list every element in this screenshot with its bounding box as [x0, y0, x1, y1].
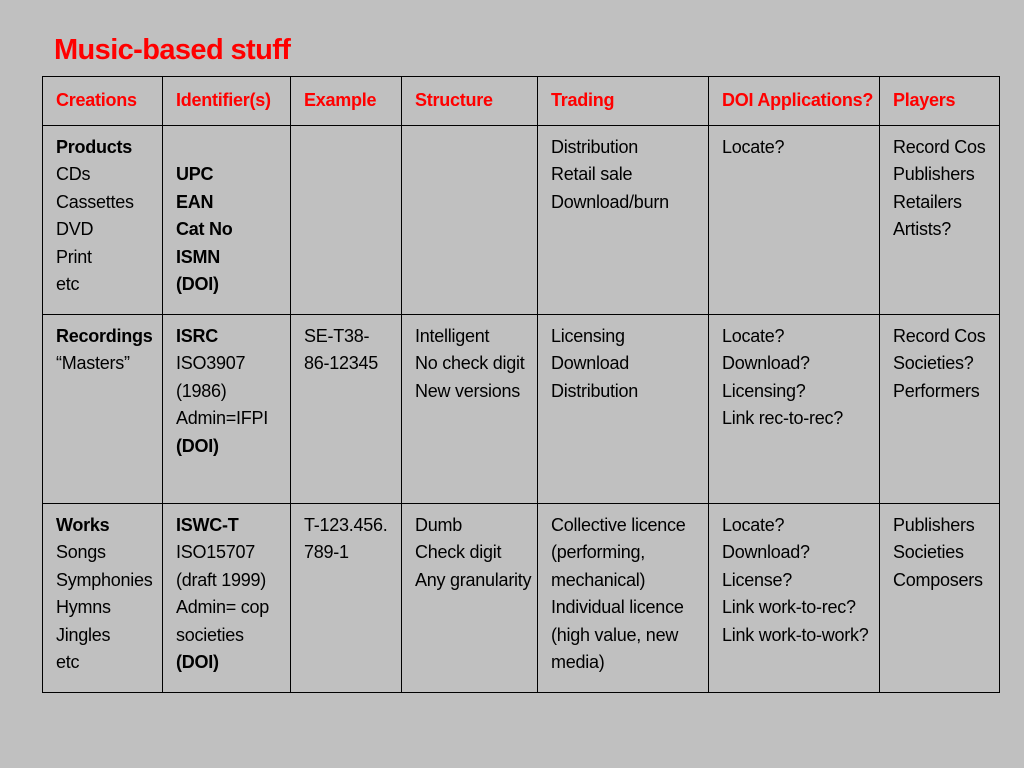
player-item: Retailers [893, 191, 962, 212]
creation-item: CDs [56, 164, 91, 185]
player-item: Record Cos [893, 137, 986, 157]
player-item: Performers [893, 380, 980, 401]
example-cell [291, 504, 402, 693]
identifier-item: UPC [176, 164, 214, 185]
doi-applications-cell [709, 315, 880, 504]
header-structure: Structure [402, 77, 538, 126]
identifier-item: ISMN [176, 246, 220, 267]
identifier-item: ISO3907 [176, 353, 246, 374]
doi-item: Link rec-to-rec? [722, 408, 844, 429]
doi-item: Locate? [722, 515, 785, 535]
trading-item: Distribution [551, 380, 639, 401]
players-cell [880, 504, 1000, 693]
player-item: Societies? [893, 353, 974, 374]
players-cell [880, 126, 1000, 315]
player-item: Publishers [893, 164, 975, 185]
structure-item: Intelligent [415, 326, 490, 346]
creation-item: Symphonies [56, 569, 153, 590]
identifier-tail: (DOI) [176, 652, 219, 673]
table-row [43, 126, 1000, 315]
trading-item: (performing, [551, 542, 646, 563]
structure-item: Any granularity [415, 569, 532, 590]
doi-item: Locate? [722, 326, 785, 346]
identifier-item: (1986) [176, 380, 227, 401]
example-line: 789-1 [304, 542, 349, 563]
identifier-item: (draft 1999) [176, 569, 267, 590]
doi-item: Licensing? [722, 380, 806, 401]
creation-heading: Works [56, 515, 110, 535]
identifiers-cell [163, 315, 291, 504]
trading-cell [538, 126, 709, 315]
structure-item: New versions [415, 380, 521, 401]
trading-item: mechanical) [551, 569, 646, 590]
creations-cell [43, 315, 163, 504]
slide-title: Music-based stuff [54, 34, 291, 66]
header-identifiers: Identifier(s) [163, 77, 291, 126]
table-row [43, 315, 1000, 504]
trading-item: Collective licence [551, 515, 686, 535]
trading-cell [538, 315, 709, 504]
trading-item: Download [551, 353, 630, 374]
example-line: 86-12345 [304, 353, 379, 374]
creation-item: etc [56, 652, 80, 673]
example-cell [291, 315, 402, 504]
doi-item: Download? [722, 353, 810, 374]
doi-applications-cell [709, 504, 880, 693]
identifier-item: Admin=IFPI [176, 408, 269, 429]
identifier-item: Cat No [176, 219, 233, 240]
trading-item: Retail sale [551, 164, 633, 185]
trading-cell [538, 504, 709, 693]
creation-heading: Products [56, 137, 133, 157]
player-item: Publishers [893, 515, 975, 535]
identifier-head: ISRC [176, 326, 219, 346]
structure-cell [402, 315, 538, 504]
player-item: Record Cos [893, 326, 986, 346]
trading-item: Distribution [551, 137, 639, 157]
doi-applications-cell [709, 126, 880, 315]
doi-item: License? [722, 569, 793, 590]
identifiers-cell [163, 504, 291, 693]
creations-cell [43, 126, 163, 315]
creation-item: DVD [56, 219, 94, 240]
example-line: SE-T38- [304, 326, 370, 346]
identifier-item: Admin= cop [176, 597, 270, 618]
creation-item: Jingles [56, 624, 111, 645]
trading-item: Individual licence [551, 597, 684, 618]
identifier-item: ISO15707 [176, 542, 256, 563]
creation-heading: Recordings [56, 326, 153, 346]
structure-cell [402, 504, 538, 693]
player-item: Composers [893, 569, 983, 590]
creation-item: Print [56, 246, 92, 267]
table-row [43, 504, 1000, 693]
header-players: Players [880, 77, 1000, 126]
players-cell [880, 315, 1000, 504]
doi-item: Link work-to-work? [722, 624, 869, 645]
creation-item: Hymns [56, 597, 111, 618]
identifiers-cell [163, 126, 291, 315]
doi-item: Locate? [722, 137, 785, 157]
header-creations: Creations [43, 77, 163, 126]
doi-item: Link work-to-rec? [722, 597, 856, 618]
identifier-tail: (DOI) [176, 435, 219, 456]
example-cell [291, 126, 402, 315]
creation-item: etc [56, 274, 80, 295]
player-item: Artists? [893, 219, 952, 240]
structure-item: Dumb [415, 515, 463, 535]
creation-item: “Masters” [56, 353, 130, 374]
music-identifiers-table [42, 76, 1000, 693]
header-trading: Trading [538, 77, 709, 126]
example-line: T-123.456. [304, 515, 388, 535]
identifier-item: EAN [176, 191, 214, 212]
structure-item: No check digit [415, 353, 525, 374]
identifier-item: (DOI) [176, 274, 219, 295]
header-row [43, 77, 1000, 126]
identifier-head: ISWC-T [176, 515, 239, 535]
creation-item: Songs [56, 542, 106, 563]
player-item: Societies [893, 542, 964, 563]
creation-item: Cassettes [56, 191, 134, 212]
structure-cell [402, 126, 538, 315]
structure-item: Check digit [415, 542, 502, 563]
trading-item: media) [551, 652, 605, 673]
identifier-item: societies [176, 624, 244, 645]
header-doi-applications: DOI Applications? [709, 77, 880, 126]
trading-item: (high value, new [551, 624, 679, 645]
creations-cell [43, 504, 163, 693]
trading-item: Licensing [551, 326, 625, 346]
doi-item: Download? [722, 542, 810, 563]
header-example: Example [291, 77, 402, 126]
trading-item: Download/burn [551, 191, 669, 212]
